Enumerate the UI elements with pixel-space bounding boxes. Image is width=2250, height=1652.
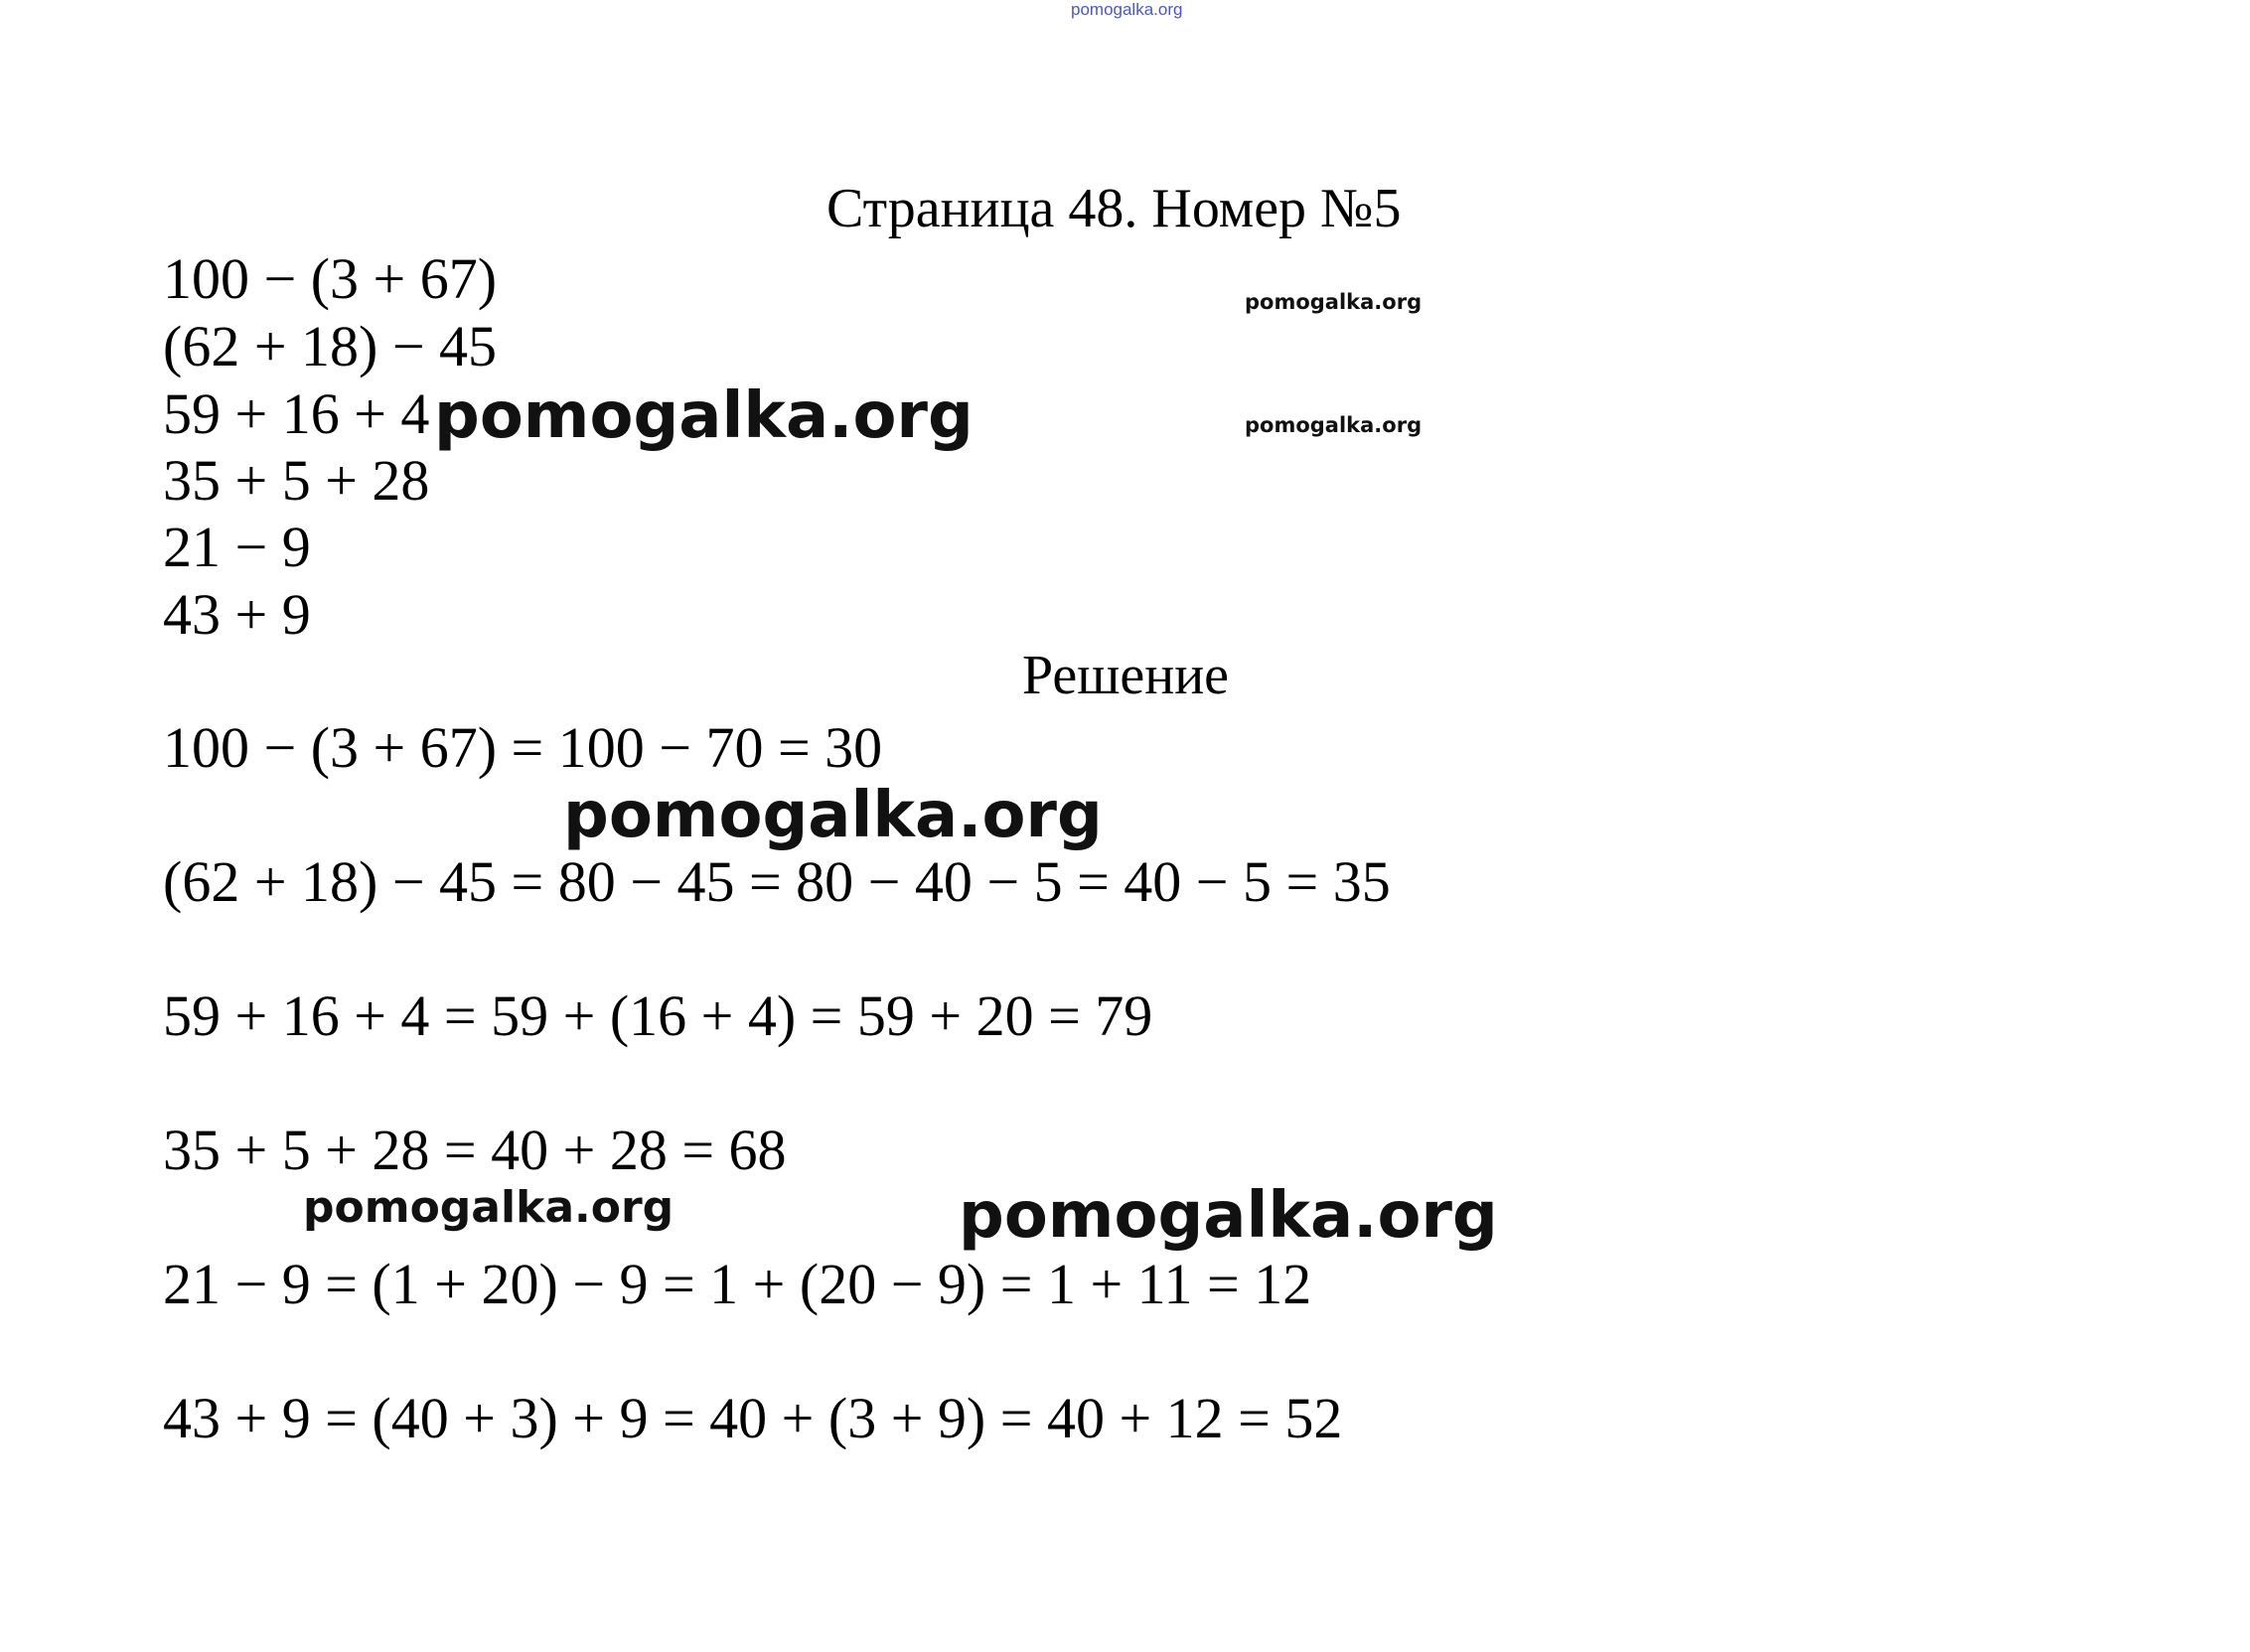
solution-heading: Решение bbox=[1022, 645, 1230, 706]
page-title: Страница 48. Номер №5 bbox=[826, 178, 1402, 239]
watermark: pomogalka.org bbox=[959, 1179, 1498, 1253]
site-link[interactable]: pomogalka.org bbox=[1071, 0, 1183, 19]
watermark: pomogalka.org bbox=[1245, 290, 1423, 314]
watermark: pomogalka.org bbox=[303, 1182, 675, 1233]
solution-line: 43 + 9 = (40 + 3) + 9 = 40 + (3 + 9) = 40 + 12 = 52 bbox=[163, 1386, 1343, 1450]
solution-line: (62 + 18) − 45 = 80 − 45 = 80 − 40 − 5 = 40 − 5 = 35 bbox=[163, 849, 1391, 914]
task-expression: 59 + 16 + 4 bbox=[163, 381, 430, 446]
solution-line: 59 + 16 + 4 = 59 + (16 + 4) = 59 + 20 = 79 bbox=[163, 983, 1153, 1048]
task-expression: 43 + 9 bbox=[163, 582, 311, 647]
solution-line: 35 + 5 + 28 = 40 + 28 = 68 bbox=[163, 1118, 787, 1182]
solution-line: 100 − (3 + 67) = 100 − 70 = 30 bbox=[163, 715, 883, 780]
task-expression: 35 + 5 + 28 bbox=[163, 448, 430, 513]
solution-line: 21 − 9 = (1 + 20) − 9 = 1 + (20 − 9) = 1 + 11 = 12 bbox=[163, 1252, 1312, 1316]
task-expression: (62 + 18) − 45 bbox=[163, 314, 498, 378]
task-expression: 100 − (3 + 67) bbox=[163, 246, 498, 311]
watermark: pomogalka.org bbox=[434, 379, 974, 453]
task-expression: 21 − 9 bbox=[163, 515, 311, 579]
watermark: pomogalka.org bbox=[1245, 413, 1423, 437]
watermark: pomogalka.org bbox=[563, 779, 1103, 852]
